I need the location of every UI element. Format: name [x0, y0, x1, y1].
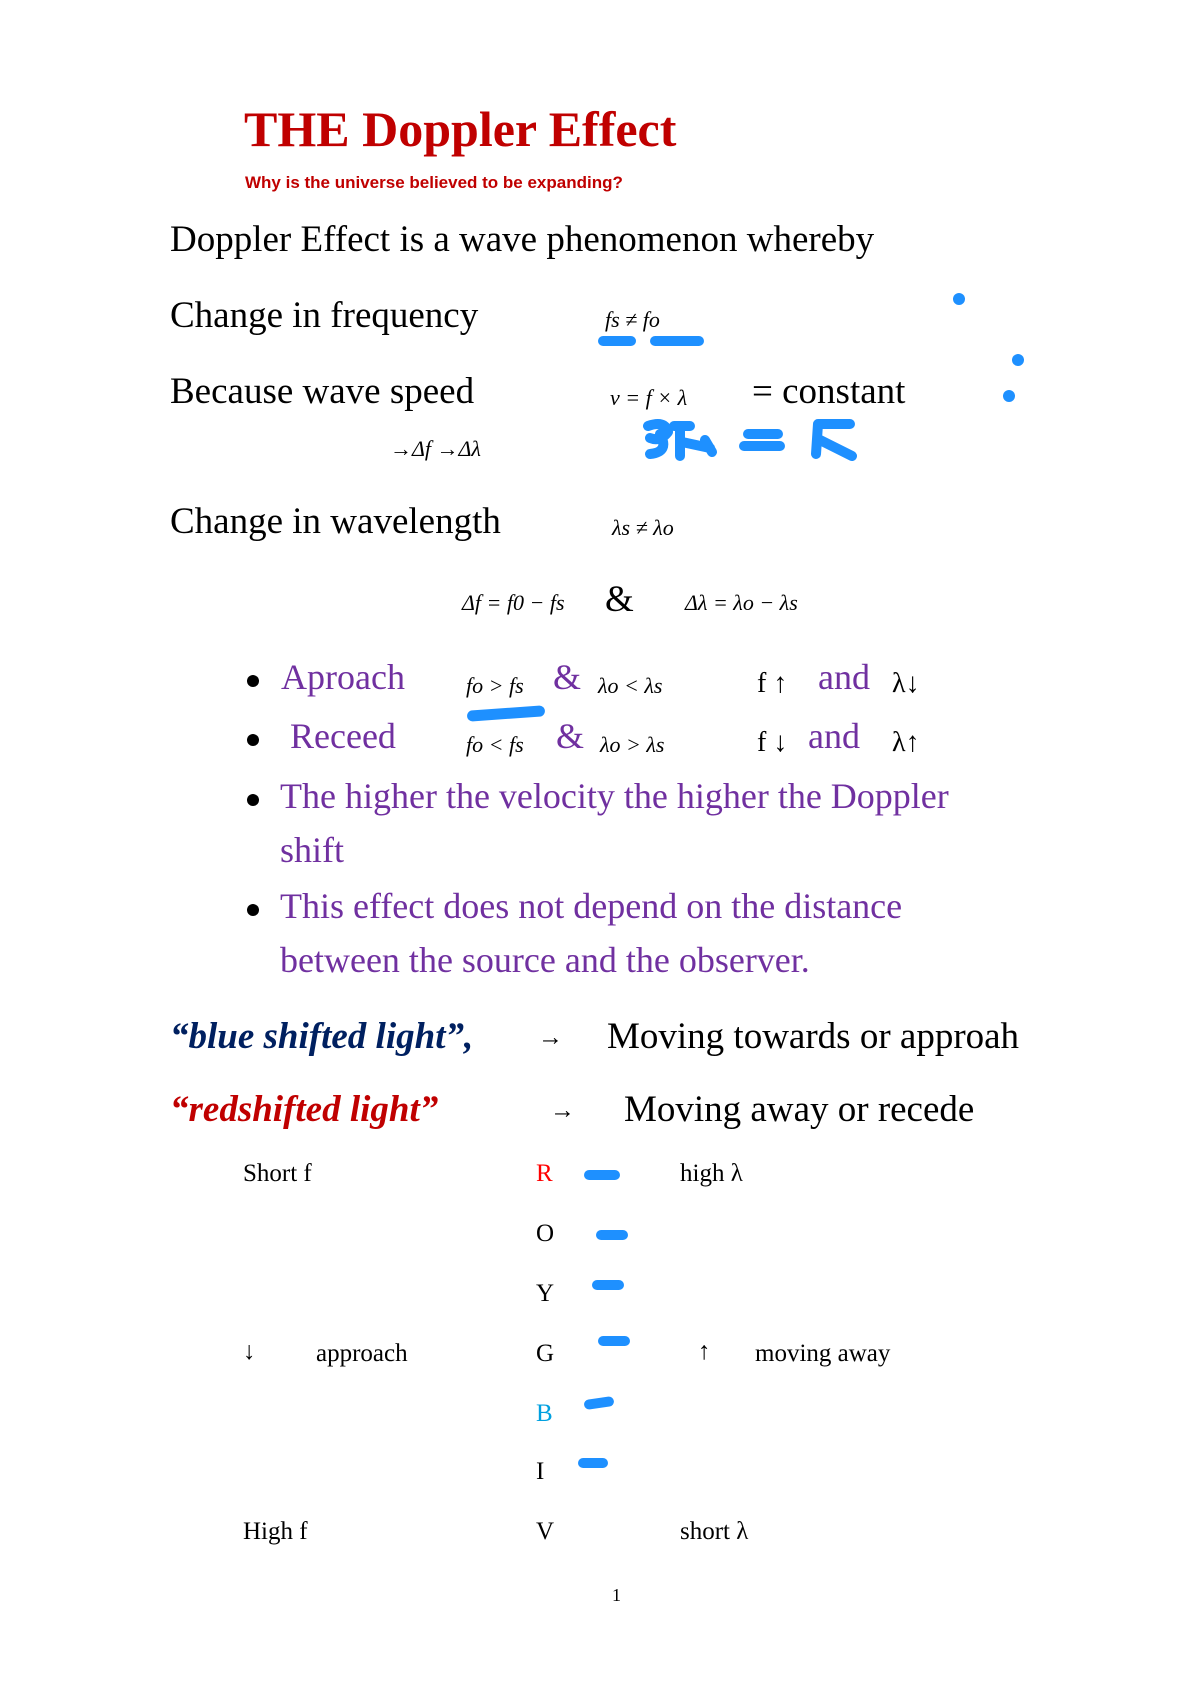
recede-label: Receed [290, 716, 396, 756]
approach-arrow: ↓ [243, 1338, 256, 1365]
red-shift-arrow: → [550, 1097, 575, 1124]
change-frequency-label: Change in frequency [170, 295, 479, 336]
distance-text-line1: This effect does not depend on the distance [280, 886, 903, 926]
spectrum-mark [584, 1170, 620, 1180]
approach-label: Aproach [281, 657, 405, 697]
moving-away-arrow: ↑ [698, 1338, 711, 1365]
blue-shift-term: “blue shifted light”, [170, 1016, 474, 1057]
approach-text: approach [316, 1340, 408, 1367]
red-shift-term: “redshifted light” [170, 1089, 439, 1130]
approach-eq2: λo < λs [598, 673, 663, 698]
annotation-dot [1012, 354, 1024, 366]
bullet-dot [247, 675, 259, 687]
page-subtitle: Why is the universe believed to be expanding? [245, 173, 623, 192]
spectrum-mark [583, 1396, 614, 1410]
delta-arrows: →Δf →Δλ [390, 436, 481, 461]
wave-speed-eq: v = f × λ [610, 385, 688, 410]
spectrum-letter-r: R [536, 1160, 553, 1187]
distance-text-line2: between the source and the observer. [280, 940, 810, 980]
spectrum-mark [596, 1230, 628, 1240]
moving-away-text: moving away [755, 1340, 891, 1367]
short-f-label: Short f [243, 1160, 312, 1187]
change-wavelength-label: Change in wavelength [170, 501, 501, 542]
high-lambda-label: high λ [680, 1160, 743, 1187]
delta-f-eq: Δf = f0 − fs [462, 590, 565, 615]
recede-ampersand: & [556, 716, 585, 756]
annotation-scribble [640, 412, 870, 462]
recede-eq2: λo > λs [600, 732, 665, 757]
change-wavelength-eq: λs ≠ λo [612, 515, 674, 540]
spectrum-letter-y: Y [536, 1280, 555, 1307]
annotation-underline [650, 336, 704, 346]
page-title: THE Doppler Effect [244, 101, 677, 157]
change-frequency-eq: fs ≠ fo [605, 307, 660, 332]
spectrum-letter-i: I [536, 1458, 545, 1485]
spectrum-mark [598, 1336, 630, 1346]
spectrum-letter-b: B [536, 1400, 553, 1427]
annotation-dot [953, 293, 965, 305]
approach-eq1: fo > fs [466, 673, 524, 698]
annotation-underline [467, 705, 546, 721]
approach-and: and [818, 657, 870, 697]
high-f-label: High f [243, 1518, 308, 1545]
annotation-underline [598, 336, 636, 346]
spectrum-letter-g: G [536, 1340, 555, 1367]
recede-eq1: fo < fs [466, 732, 524, 757]
wave-speed-constant: = constant [752, 371, 906, 412]
spectrum-mark [578, 1458, 608, 1468]
approach-f-up: f ↑ [757, 668, 788, 699]
blue-shift-meaning: Moving towards or approah [607, 1016, 1020, 1057]
red-shift-meaning: Moving away or recede [624, 1089, 975, 1130]
spectrum-letter-v: V [536, 1518, 555, 1545]
wave-speed-label: Because wave speed [170, 371, 475, 412]
velocity-text-line2: shift [280, 830, 345, 870]
bullet-dot [247, 904, 259, 916]
spectrum-letter-o: O [536, 1220, 555, 1247]
blue-shift-arrow: → [538, 1024, 563, 1051]
page-number: 1 [612, 1585, 621, 1605]
approach-ampersand: & [553, 657, 582, 697]
delta-lambda-eq: Δλ = λo − λs [685, 590, 798, 615]
short-lambda-label: short λ [680, 1518, 749, 1545]
recede-f-down: f ↓ [757, 727, 788, 758]
definition-text: Doppler Effect is a wave phenomenon whereby [170, 219, 875, 260]
recede-and: and [808, 716, 860, 756]
velocity-text-line1: The higher the velocity the higher the Doppler [280, 776, 949, 816]
bullet-dot [247, 794, 259, 806]
approach-lambda-down: λ↓ [892, 668, 920, 699]
recede-lambda-up: λ↑ [892, 727, 920, 758]
bullet-dot [247, 734, 259, 746]
spectrum-mark [592, 1280, 624, 1290]
ampersand: & [605, 579, 634, 620]
annotation-dot [1003, 390, 1015, 402]
